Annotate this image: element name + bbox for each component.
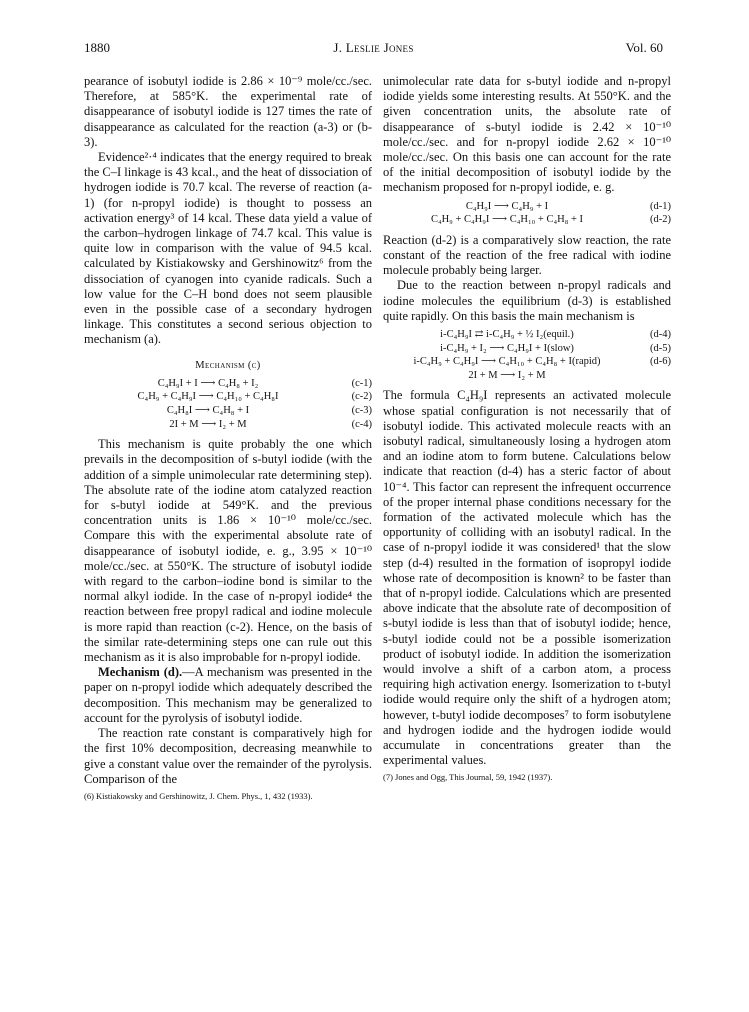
equation-number: (d-1): [650, 200, 671, 212]
equation: i-C₄H₉I ⇄ i-C₄H₉ + ½ I₂(equil.): [440, 329, 574, 341]
paragraph: [84, 665, 372, 726]
equation: C₄H₉I ⟶ C₄H₉ + I: [465, 200, 549, 212]
right-column: [383, 74, 671, 783]
left-column: [84, 74, 372, 802]
page-number: 1880: [84, 40, 110, 55]
equation-row: [383, 200, 671, 214]
paragraph: Due to the reaction between n-propyl radicals and iodine molecules the equilibrium (d-3) is established quite rapidly. On this basis the main mechanism is: [383, 278, 671, 323]
page-header: [84, 40, 663, 60]
equation-row: [383, 369, 671, 383]
paragraph: The formula C₄H₉I represents an activated molecule whose spatial configuration is not necessarily that of isobutyl iodide. This activated molecule reacts with an isobutyl radical, simultaneously losing a hydrogen atom and an iodine atom to form butene. Calculations below indicate that reaction (d-4) has a steric factor of about 10⁻⁴. This factor can represent the infrequent occurrence of the proper internal phase conditions necessary for the formation of the activated molecule which has the opportunity of colliding with an isobutyl radical. In the case of n-propyl iodide it was considered¹ that the slow step (d-4) resulted in the formation of isopropyl iodide whose rate of decomposition is known² to be faster than that of n-propyl iodide. Calculations which are presented above indicate that the absolute rate of decomposition of s-butyl iodide is less than that of isobutyl iodide; hence, s-butyl iodide could not be a possible isomerization product of isobutyl iodide. In addition the isomerization would involve a shift of a carbon atom, a process requiring high activation energy. Isomerization to t-butyl iodide would require only the shift of a hydrogen atom; however, t-butyl iodide decomposes⁷ to form isobutylene and hydrogen iodide and the hydrogen iodide would accumulate in concentrations greater than the experimental values.: [383, 388, 671, 768]
equation-row: [84, 390, 372, 404]
volume-label: Vol. 60: [625, 40, 663, 55]
equation-row: [383, 342, 671, 356]
paragraph: pearance of isobutyl iodide is 2.86 × 10⁻⁹ mole/cc./sec. Therefore, at 585°K. the experimental rate of disappearance of isobutyl iodide is 127 times the rate of disappearance as calculated for the reaction (a-3) or (b-3).: [84, 74, 372, 149]
equation: i-C₄H₉ + C₄H₉I ⟶ C₄H₁₀ + C₄H₈ + I(rapid): [413, 356, 601, 368]
equation: C₄H₉ + C₄H₉I ⟶ C₄H₁₀ + C₄H₈I: [137, 391, 279, 403]
mechanism-c-title: Mechanism (c): [195, 359, 261, 371]
equation-row: [84, 404, 372, 418]
equation-number: (c-1): [351, 377, 372, 389]
equation: 2I + M ⟶ I₂ + M: [169, 418, 247, 430]
paragraph: unimolecular rate data for s-butyl iodide and n-propyl iodide yields some interesting results. At 550°K. and the given concentration units, the absolute rate of disappearance of s-butyl iodide is 2.42 × 10⁻¹⁰ mole/cc./sec. and for n-propyl iodide 2.62 × 10⁻¹⁰ mole/cc./sec. On this basis one can account for the rate of the initial decomposition of isobutyl iodide by the mechanism proposed for n-propyl iodide, e. g.: [383, 74, 671, 195]
equation-number: (c-3): [351, 405, 372, 417]
paragraph: This mechanism is quite probably the one which prevails in the decomposition of s-butyl iodide (with the addition of a simple unimolecular rate determining step). The absolute rate of the iodine atom catalyzed reaction for s-butyl iodide at 549°K. and the previous concentration units is 1.86 × 10⁻¹⁰ mole/cc./sec. Compare this with the experimental absolute rate of disappearance of isobutyl iodide, e. g., 3.95 × 10⁻¹⁰ mole/cc./sec. at 550°K. The structure of isobutyl iodide with regard to the carbon–iodine bond is similar to the normal alkyl iodide. In the case of n-propyl iodide⁴ the reaction between free propyl radical and iodine molecule is more rapid than reaction (c-2). Hence, on the basis of the similar rate-determining steps one can rule out this mechanism as it is also improbable for n-propyl iodide.: [84, 437, 372, 665]
equation-number: [631, 369, 671, 383]
equation-row: [383, 328, 671, 342]
equation-row: [84, 418, 372, 432]
section-heading: Mechanism (d).: [98, 665, 183, 680]
paragraph: Evidence²·⁴ indicates that the energy required to break the C–I linkage is 43 kcal., and the heat of dissociation of hydrogen iodide is 70.7 kcal. The reverse of reaction (a-1) (for n-propyl iodide) is thought to possess an activation energy³ of 14 kcal. These data yield a value of the carbon–hydrogen linkage of 74.7 kcal. This value is quite low in comparison with the value of 94.5 kcal. calculated by Kistiakowsky and Gershinowitz⁶ from the dissociation of cyanogen into cyanide radicals. Such a low value for the C–H bond does not seem plausible even in the possible case of a secondary hydrogen linkage. This constitutes a second serious objection to mechanism (a).: [84, 150, 372, 347]
equation: i-C₄H₉ + I₂ ⟶ C₄H₉I + I(slow): [440, 342, 574, 354]
equation-number: (d-6): [650, 356, 671, 368]
equation-row: [84, 377, 372, 391]
paragraph: Reaction (d-2) is a comparatively slow reaction, the rate constant of the reaction of the free radical with iodine molecule probably being larger.: [383, 232, 671, 278]
equation: 2I + M ⟶ I₂ + M: [468, 369, 546, 381]
mechanism-d-equations-1: [383, 200, 671, 227]
running-head: J. Leslie Jones: [333, 40, 414, 55]
equation-number: (c-2): [351, 391, 372, 403]
equation: C₄H₉I + I ⟶ C₄H₈ + I₂: [157, 377, 259, 389]
paragraph: The reaction rate constant is comparatively high for the first 10% decomposition, decreasing meanwhile to give a constant value over the remainder of the pyrolysis. Comparison of the: [84, 726, 372, 786]
footnote: (6) Kistiakowsky and Gershinowitz, J. Chem. Phys., 1, 432 (1933).: [84, 790, 313, 801]
equation-number: (d-5): [650, 342, 671, 354]
equation-number: (c-4): [351, 418, 372, 430]
equation-number: (d-2): [650, 214, 671, 226]
paragraph-text: —A mechanism was presented in the paper on n-propyl iodide which adequately described the decomposition. This mechanism may be generalized to account for the pyrolysis of isobutyl iodide.: [84, 665, 373, 725]
footnote: (7) Jones and Ogg, This Journal, 59, 1942 (1937).: [383, 772, 553, 783]
equation-row: [383, 355, 671, 369]
equation: C₄H₈I ⟶ C₄H₈ + I: [166, 405, 250, 417]
equation: C₄H₉ + C₄H₉I ⟶ C₄H₁₀ + C₄H₈ + I: [430, 214, 584, 226]
equation-row: [383, 213, 671, 227]
mechanism-d-equations-2: [383, 328, 671, 382]
mechanism-c-equations: [84, 377, 372, 431]
equation-number: (d-4): [650, 329, 671, 341]
